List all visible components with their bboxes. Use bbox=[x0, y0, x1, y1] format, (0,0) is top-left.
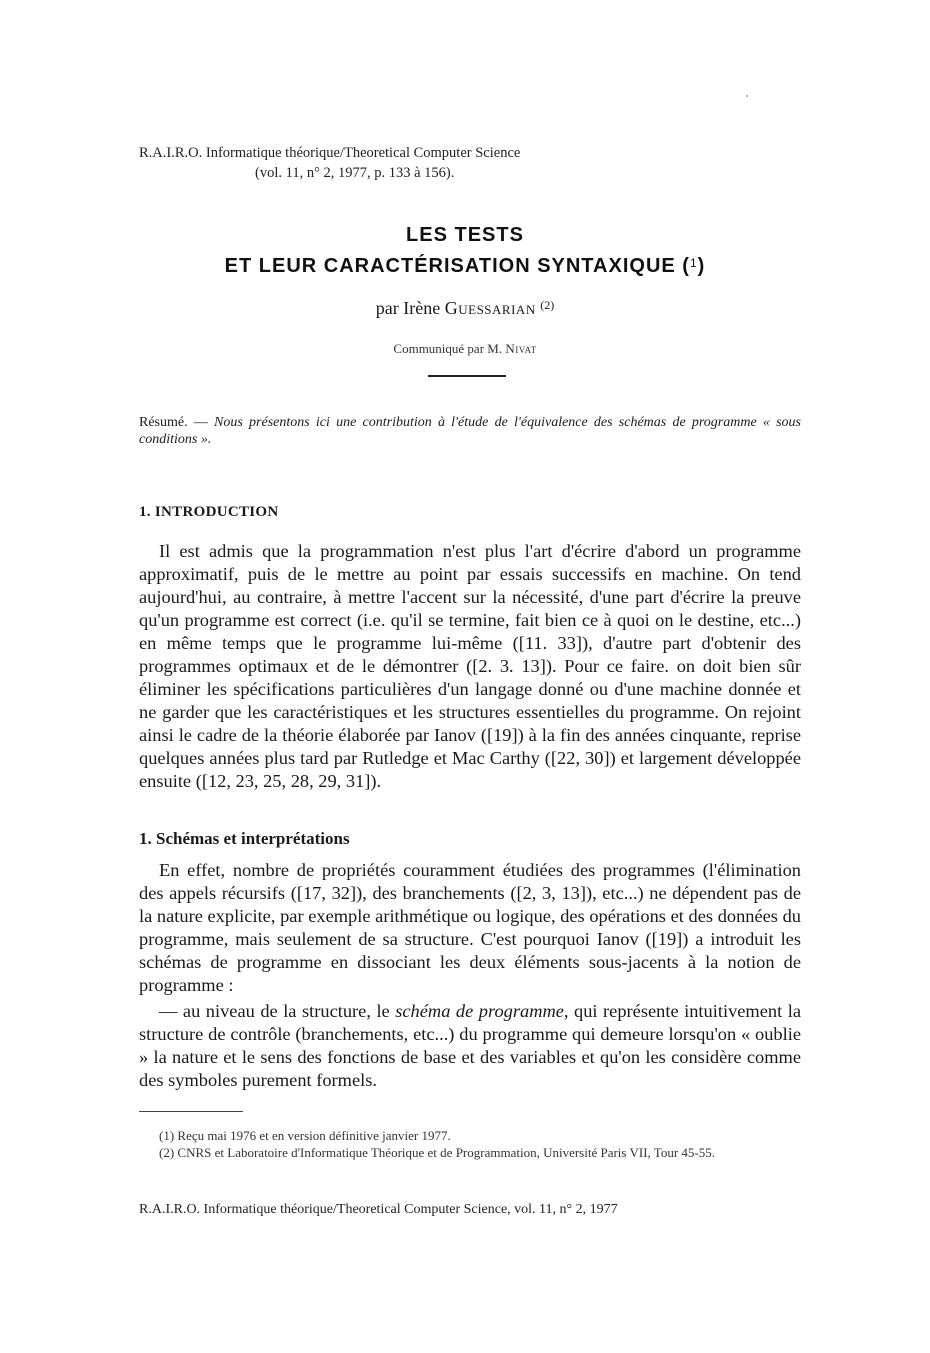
author-line: par Irène Guessarian $^{(2)}$ bbox=[375, 298, 555, 318]
subsection-heading: 1. Schémas et interprétations bbox=[139, 829, 350, 848]
journal-header bbox=[139, 143, 520, 183]
journal-header-line2: (vol. 11, n° 2, 1977, p. 133 à 156). bbox=[255, 165, 455, 181]
article-title bbox=[0, 221, 930, 280]
footnote-2: (2) CNRS et Laboratoire d'Informatique Théorique et de Programmation, Université Paris VII, Tour 45-55. bbox=[159, 1145, 715, 1160]
journal-header-line1: R.A.I.R.O. Informatique théorique/Theoretical Computer Science bbox=[139, 145, 521, 161]
structure-item: — au niveau de la structure, le schéma de programme, qui représente intuitivement la structure de contrôle (branchements, etc...) du programme qui demeure lorsqu'on « oublie » la nature et le sens des fonctions de base et des variables et qu'on les considère comme des symboles purement formels. bbox=[139, 1001, 801, 1090]
title-rule bbox=[428, 375, 506, 377]
author-name: Guessarian bbox=[444, 298, 536, 318]
scan-speck bbox=[746, 95, 748, 97]
title-line1: LES TESTS bbox=[406, 224, 524, 246]
footnote-rule bbox=[139, 1111, 243, 1112]
abstract bbox=[139, 414, 801, 448]
term-schema: schéma de programme bbox=[395, 1001, 564, 1021]
communicated-by: Communiqué par M. Nivat bbox=[393, 341, 537, 356]
schemas-paragraph: En effet, nombre de propriétés couramment étudiées des programmes (l'élimination des appels récursifs ([17, 32]), des branchements ([2, 3, 13]), etc...) ne dépendent pas de la nature explicite, par exemple arithmétique ou logique, des opérations et des données du programme, mais seulement de sa structure. C'est pourquoi Ianov ([19]) a introduit les schémas de programme en dissociant les deux éléments sous-jacents à la notion de programme : bbox=[139, 860, 801, 995]
abstract-label: Résumé. — bbox=[139, 415, 208, 430]
abstract-text: Nous présentons ici une contribution à l'étude de l'équivalence des schémas de programme « sous conditions ». bbox=[139, 415, 801, 447]
page-footer: R.A.I.R.O. Informatique théorique/Theoretical Computer Science, vol. 11, n° 2, 1977 bbox=[139, 1202, 618, 1217]
title-line2: ET LEUR CARACTÉRISATION SYNTAXIQUE ($^1$) bbox=[224, 255, 706, 277]
footnote-1: (1) Reçu mai 1976 et en version définitive janvier 1977. bbox=[159, 1128, 451, 1143]
author-note: (2) bbox=[540, 298, 555, 312]
section-heading: 1. INTRODUCTION bbox=[139, 504, 279, 520]
intro-paragraph: Il est admis que la programmation n'est plus l'art d'écrire d'abord un programme approximatif, puis de le mettre au point par essais successifs en machine. On tend aujourd'hui, au contraire, à mettre l'accent sur la nécessité, d'une part d'écrire la preuve qu'un programme est correct (i.e. qu'il se termine, fait bien ce à quoi on le destine, etc...) en même temps que le programme lui-même ([11. 33]), d'autre part d'obtenir des programmes optimaux et de le démontrer ([2. 3. 13]). Pour ce faire. on doit bien sûr éliminer les spécifications particulières d'un langage donné ou d'une machine donnée et ne garder que les caractéristiques et les structures essentielles du programme. On rejoint ainsi le cadre de la théorie élaborée par Ianov ([19]) à la fin des années cinquante, reprise quelques années plus tard par Rutledge et Mac Carthy ([22, 30]) et largement développée ensuite ([12, 23, 25, 28, 29, 31]). bbox=[139, 541, 801, 791]
